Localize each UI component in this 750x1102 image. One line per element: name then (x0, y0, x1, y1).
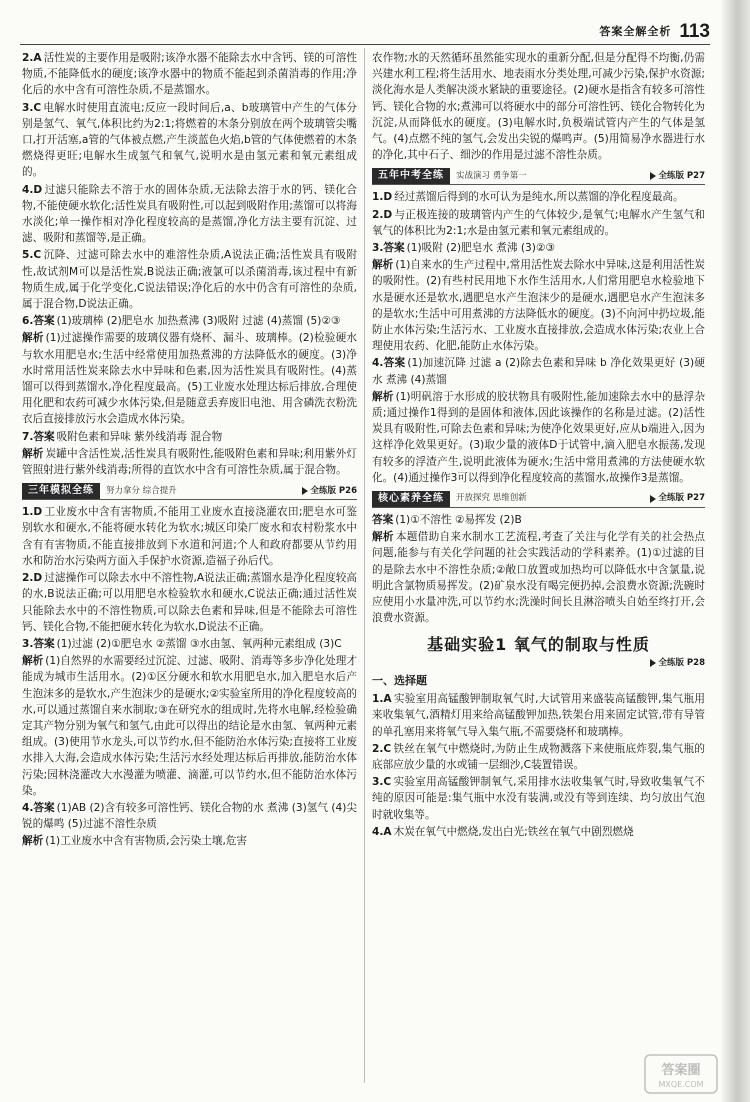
answer-item (372, 389, 705, 486)
answer-item (372, 207, 705, 239)
answer-item (372, 741, 705, 773)
item-number: 答案 (372, 514, 394, 527)
item-text: 铁丝在氧气中燃烧时,为防止生成物溅落下来使瓶底炸裂,集气瓶的底部应放少量的水或铺一层细沙,C装置错误。 (372, 742, 705, 771)
item-number: 2.A (22, 52, 42, 64)
right-items-3 (372, 512, 705, 626)
answer-item (22, 833, 357, 849)
arrow-icon (650, 495, 656, 503)
answer-item (372, 240, 705, 256)
arrow-icon (302, 487, 308, 495)
watermark-line1: 答案圈 (661, 1063, 701, 1078)
banner-ref-text: 全练版 P27 (658, 170, 705, 181)
right-items-2 (372, 189, 705, 486)
item-text: 木炭在氧气中燃烧,发出白光;铁丝在氧气中剧烈燃烧 (393, 825, 634, 838)
answer-item (372, 691, 705, 740)
answer-item (372, 824, 705, 840)
item-number: 解析 (22, 655, 44, 668)
item-text: (1)玻璃棒 (2)肥皂水 加热煮沸 (3)吸附 过滤 (4)蒸馏 (5)②③ (56, 315, 341, 328)
item-text: (1)①不溶性 ②易挥发 (2)B (395, 514, 522, 527)
left-items (22, 50, 357, 478)
answer-item (22, 247, 357, 312)
item-text: (1)明矾溶于水形成的胶状物具有吸附性,能加速除去水中的悬浮杂质;通过操作1得到的是固体和液体,因此该操作的名称是过滤。(2)活性炭具有吸附性,可除去色素和异味;为使净化效果更好,应从b端进入,因为这样净化效果更好。(3)取少量的液体D于试管中,滴入肥皂水振荡,发现有较多的浮渣产生,说明此液体为硬水;生活中常用煮沸的方法使硬水软化。(4)通过操作3可以得到净化程度较高的蒸馏水,故操作3是蒸馏。 (372, 390, 706, 484)
watermark-line2: MXQE.COM (658, 1080, 704, 1089)
right-items (372, 50, 705, 163)
item-text: 过滤操作可以除去水中不溶性物,A说法正确;蒸馏水是净化程度较高的水,B说法正确;可以用肥皂水检验软水和硬水,C说法正确;通过活性炭只能除去水中的不溶性物质,可以除去色素和异味,但是不能除去可溶性钙、镁化合物,不能把硬水转化为软水,D说法不正确。 (22, 572, 357, 633)
item-number: 解析 (22, 332, 44, 345)
answer-item (22, 429, 357, 445)
left-column (22, 50, 357, 851)
answer-item (372, 355, 705, 387)
page-header (599, 12, 710, 40)
item-text: (1)AB (2)含有较多可溶性钙、镁化合物的水 煮沸 (3)氢气 (4)尖锐的爆鸣 (5)过滤不溶性杂质 (22, 801, 357, 831)
banner-three-year (22, 482, 357, 500)
item-text: 农作物;水的天然循环虽然能实现水的重新分配,但是分配得不均衡,仍需兴建水利工程;将生活用水、地表雨水分类处理,可减少污染,保护水资源;淡化海水是人类解决淡水紧缺的重要途径。(2)硬水是指含有较多可溶性钙、镁化合物的水;煮沸可以将硬水中的部分可溶性钙、镁化合物转化为沉淀,从而降低水的硬度。(3)电解水时,负极端试管内产生的气体是氢气。(4)点燃不纯的氢气,会发出尖锐的爆鸣声。(5)用简易净水器进行水的净化,其中石子、细沙的作用是过滤不溶性杂质。 (372, 52, 705, 162)
item-number: 解析 (372, 390, 394, 403)
column-divider (364, 48, 365, 1083)
item-text: 本题借助自来水制水工艺流程,考查了关注与化学有关的社会热点问题,能参与有关化学问题的社会实践活动的学科素养。(1)①过滤的目的是除去水中不溶性杂质;②敞口放置或加热均可以降低水中含氯量,说明此含氯物质易挥发。(2)矿泉水没有喝完便扔掉,会浪费水资源;洗碗时应使用小水量冲洗,可以节约水;洗澡时间长且淋浴喷头自始至终打开,会浪费水资源。 (372, 531, 705, 625)
banner-tag: 五年中考全练 (372, 168, 450, 184)
item-number: 5.C (22, 249, 42, 262)
item-number: 4.D (22, 183, 43, 196)
banner-reference (650, 490, 705, 506)
banner-subtitle: 开放探究 思维创新 (456, 493, 527, 504)
item-text: 吸附色素和异味 紫外线消毒 混合物 (56, 430, 223, 443)
banner-ref-text: 全练版 P27 (658, 493, 705, 504)
answer-item (372, 529, 705, 626)
left-items-2 (22, 504, 357, 849)
item-text: (1)过滤 (2)①肥皂水 ②蒸馏 ③水由氢、氧两种元素组成 (3)C (56, 637, 342, 650)
answer-item (22, 653, 357, 799)
answer-item (22, 800, 357, 832)
item-number: 7.答案 (22, 430, 55, 443)
page-number: 113 (679, 20, 710, 42)
item-text: (1)过滤操作需要的玻璃仪器有烧杯、漏斗、玻璃棒。(2)检验硬水与软水用肥皂水;生活中经常使用加热煮沸的方法降低水的硬度。(3)净水时常用活性炭来除去水中异味和色素,因为活性炭具有吸附性。(4)蒸馏可以得到蒸馏水,净化程度最高。(5)工业废水处理达标后排放,合理使用化肥和农药可减少水体污染,但是随意丢弃废旧电池、用含磷洗衣粉洗衣后直接排放污水会造成水体污染。 (22, 332, 358, 426)
watermark-logo (644, 1054, 718, 1094)
section-reference (372, 655, 705, 671)
item-number: 2.C (372, 742, 392, 755)
item-text: 经过蒸馏后得到的水可认为是纯水,所以蒸馏的净化程度最高。 (394, 191, 684, 204)
banner-reference (650, 168, 705, 184)
right-items-4 (372, 691, 705, 840)
item-number: 1.D (372, 191, 393, 204)
answer-item (22, 100, 357, 181)
item-number: 2.D (372, 208, 393, 221)
answer-item (22, 182, 357, 247)
answer-item (372, 774, 705, 823)
item-number: 4.答案 (372, 357, 406, 370)
item-text: (1)加速沉降 过滤 a (2)除去色素和异味 b 净化效果更好 (3)硬水 煮沸 (4)蒸馏 (372, 357, 705, 386)
item-text: (1)自然界的水需要经过沉淀、过滤、吸附、消毒等多步净化处理才能成为城市生活用水。(2)①区分硬水和软水用肥皂水,加入肥皂水后产生泡沫多的是软水,产生泡沫少的是硬水;②实验室所用的净化程度较高的水,可以通过蒸馏自来水制取;③在研究水的组成时,先将水电解,经检验确定其产物分别为氧气和氢气,由此可以得出的结论是水由氢、氧两种元素组成。(3)使用节水龙头,可以节约水,但不能防治水体污染;直接将工业废水排入大海,会造成水体污染;生活污水经处理达标后再排放,能防治水体污染;园林浇灌改大水漫灌为喷灌、滴灌,可以节约水,但不能防治水体污染。 (22, 655, 357, 797)
answer-item (372, 512, 705, 528)
item-number: 3.C (22, 101, 42, 114)
header-rule (20, 44, 710, 45)
item-number: 2.D (22, 572, 43, 585)
banner-core-literacy (372, 490, 705, 508)
answer-item (372, 257, 705, 354)
item-number: 3.C (372, 776, 392, 789)
item-text: 实验室用高锰酸钾制取氧气时,大试管用来盛装高锰酸钾,集气瓶用来收集氧气,酒精灯用来给高锰酸钾加热,铁架台用来固定试管,带有导管的单孔塞用来将氧气导入集气瓶,不需要烧杯和玻璃棒。 (372, 693, 705, 738)
right-column (372, 50, 705, 841)
item-text: 工业废水中含有害物质,不能用工业废水直接浇灌农田;肥皂水可鉴别软水和硬水,不能将硬水转化为软水;城区印染厂废水和农村粉浆水中含有有害物质,不能直接排放到下水道和河道;个人和政府都要从节约用水和防治水污染两方面入手保护水资源,造福子孙后代。 (22, 506, 357, 567)
section-title: 基础实验1 氧气的制取与性质 (427, 634, 650, 654)
item-number: 1.A (372, 693, 392, 706)
banner-subtitle: 实战演习 勇争第一 (456, 170, 527, 181)
item-number: 解析 (372, 259, 394, 272)
answer-item (22, 504, 357, 569)
section-ref-text: 全练版 P28 (658, 657, 705, 668)
item-text: 过滤只能除去不溶于水的固体杂质,无法除去溶于水的钙、镁化合物,不能使硬水软化;活性炭具有吸附性,可以起到吸附作用;蒸馏可以将海水淡化;单一操作相对净化程度较高的是蒸馏,净化方法主要有沉淀、过滤、吸附和蒸馏等,是正确。 (22, 183, 357, 245)
item-text: 沉降、过滤可除去水中的难溶性杂质,A说法正确;活性炭具有吸附性,故试剂M可以是活性炭,B说法正确;液氯可以杀菌消毒,该过程中有新物质生成,属于化学变化,C说法错误;净化后的水中仍含有可溶性的杂质,属于混合物,D说法正确。 (22, 249, 357, 311)
item-number: 6.答案 (22, 315, 55, 328)
banner-subtitle: 努力拿分 综合提升 (106, 485, 177, 496)
answer-item (22, 446, 357, 478)
item-number: 1.D (22, 506, 43, 519)
item-number: 4.答案 (22, 801, 55, 814)
banner-five-year (372, 167, 705, 185)
answer-item (22, 570, 357, 635)
item-number: 解析 (22, 447, 44, 460)
book-spine-shadow (722, 0, 750, 1102)
header-title: 答案全解全析 (599, 24, 672, 38)
item-text: 与正极连接的玻璃管内产生的气体较少,是氧气;电解水产生氢气和氧气的体积比为2:1;水是由氢元素和氧元素组成的。 (372, 208, 705, 237)
item-text: 活性炭的主要作用是吸附;该净水器不能除去水中含钙、镁的可溶性物质,不能降低水的硬度;该净水器中的物质不能起到杀菌消毒的作用;净化后的水中含有可溶性杂质,不是蒸馏水。 (22, 52, 357, 97)
answer-item (22, 313, 357, 329)
banner-tag: 三年模拟全练 (22, 483, 100, 499)
answer-item (22, 50, 357, 99)
item-number: 3.答案 (372, 242, 405, 255)
banner-tag: 核心素养全练 (372, 491, 450, 507)
banner-ref-text: 全练版 P26 (310, 485, 357, 496)
item-number: 3.答案 (22, 637, 55, 650)
arrow-icon (650, 172, 656, 180)
item-text: 电解水时使用直流电;反应一段时间后,a、b玻璃管中产生的气体分别是氢气、氧气,体积比约为2:1;将燃着的木条分别放在两个玻璃管尖嘴口,打开活塞,a管的气体被点燃,产生淡蓝色火焰,b管的气体使燃着的木条燃烧得更旺;电解水生成氢气和氧气,说明水是由氢元素和氧元素组成的。 (22, 101, 357, 179)
item-number: 解析 (22, 835, 44, 848)
item-number: 4.A (372, 825, 392, 838)
answer-item (22, 636, 357, 652)
item-text: 实验室用高锰酸钾制氧气,采用排水法收集氧气时,导致收集氧气不纯的原因可能是:集气瓶中水没有装满,或没有等到连续、均匀放出气泡时就收集等。 (372, 776, 705, 821)
answer-item (372, 189, 705, 205)
item-text: (1)工业废水中含有害物质,会污染土壤,危害 (45, 835, 248, 848)
answer-item (372, 50, 705, 163)
arrow-icon (650, 659, 656, 667)
item-number: 解析 (372, 531, 394, 544)
item-text: (1)吸附 (2)肥皂水 煮沸 (3)②③ (406, 242, 555, 255)
answer-item (22, 330, 357, 427)
item-text: (1)自来水的生产过程中,常用活性炭去除水中异味,这是利用活性炭的吸附性。(2)有些村民用地下水作生活用水,人们常用肥皂水检验地下水是硬水还是软水,遇肥皂水产生泡沫少的是硬水,遇肥皂水产生泡沫多的是软水;生活中可用煮沸的方法降低水的硬度。(3)不向河中扔垃圾,能防止水体污染;生活污水、工业废水直接排放,会造成水体污染;农业上合理使用农药、化肥,能防止水体污染。 (372, 259, 705, 353)
item-text: 炭罐中含活性炭,活性炭具有吸附性,能吸附色素和异味;利用紫外灯管照射进行紫外线消毒;所得的直饮水中含有可溶性杂质,属于混合物。 (22, 447, 357, 477)
subheading: 一、选择题 (372, 673, 427, 687)
banner-reference (302, 483, 357, 499)
